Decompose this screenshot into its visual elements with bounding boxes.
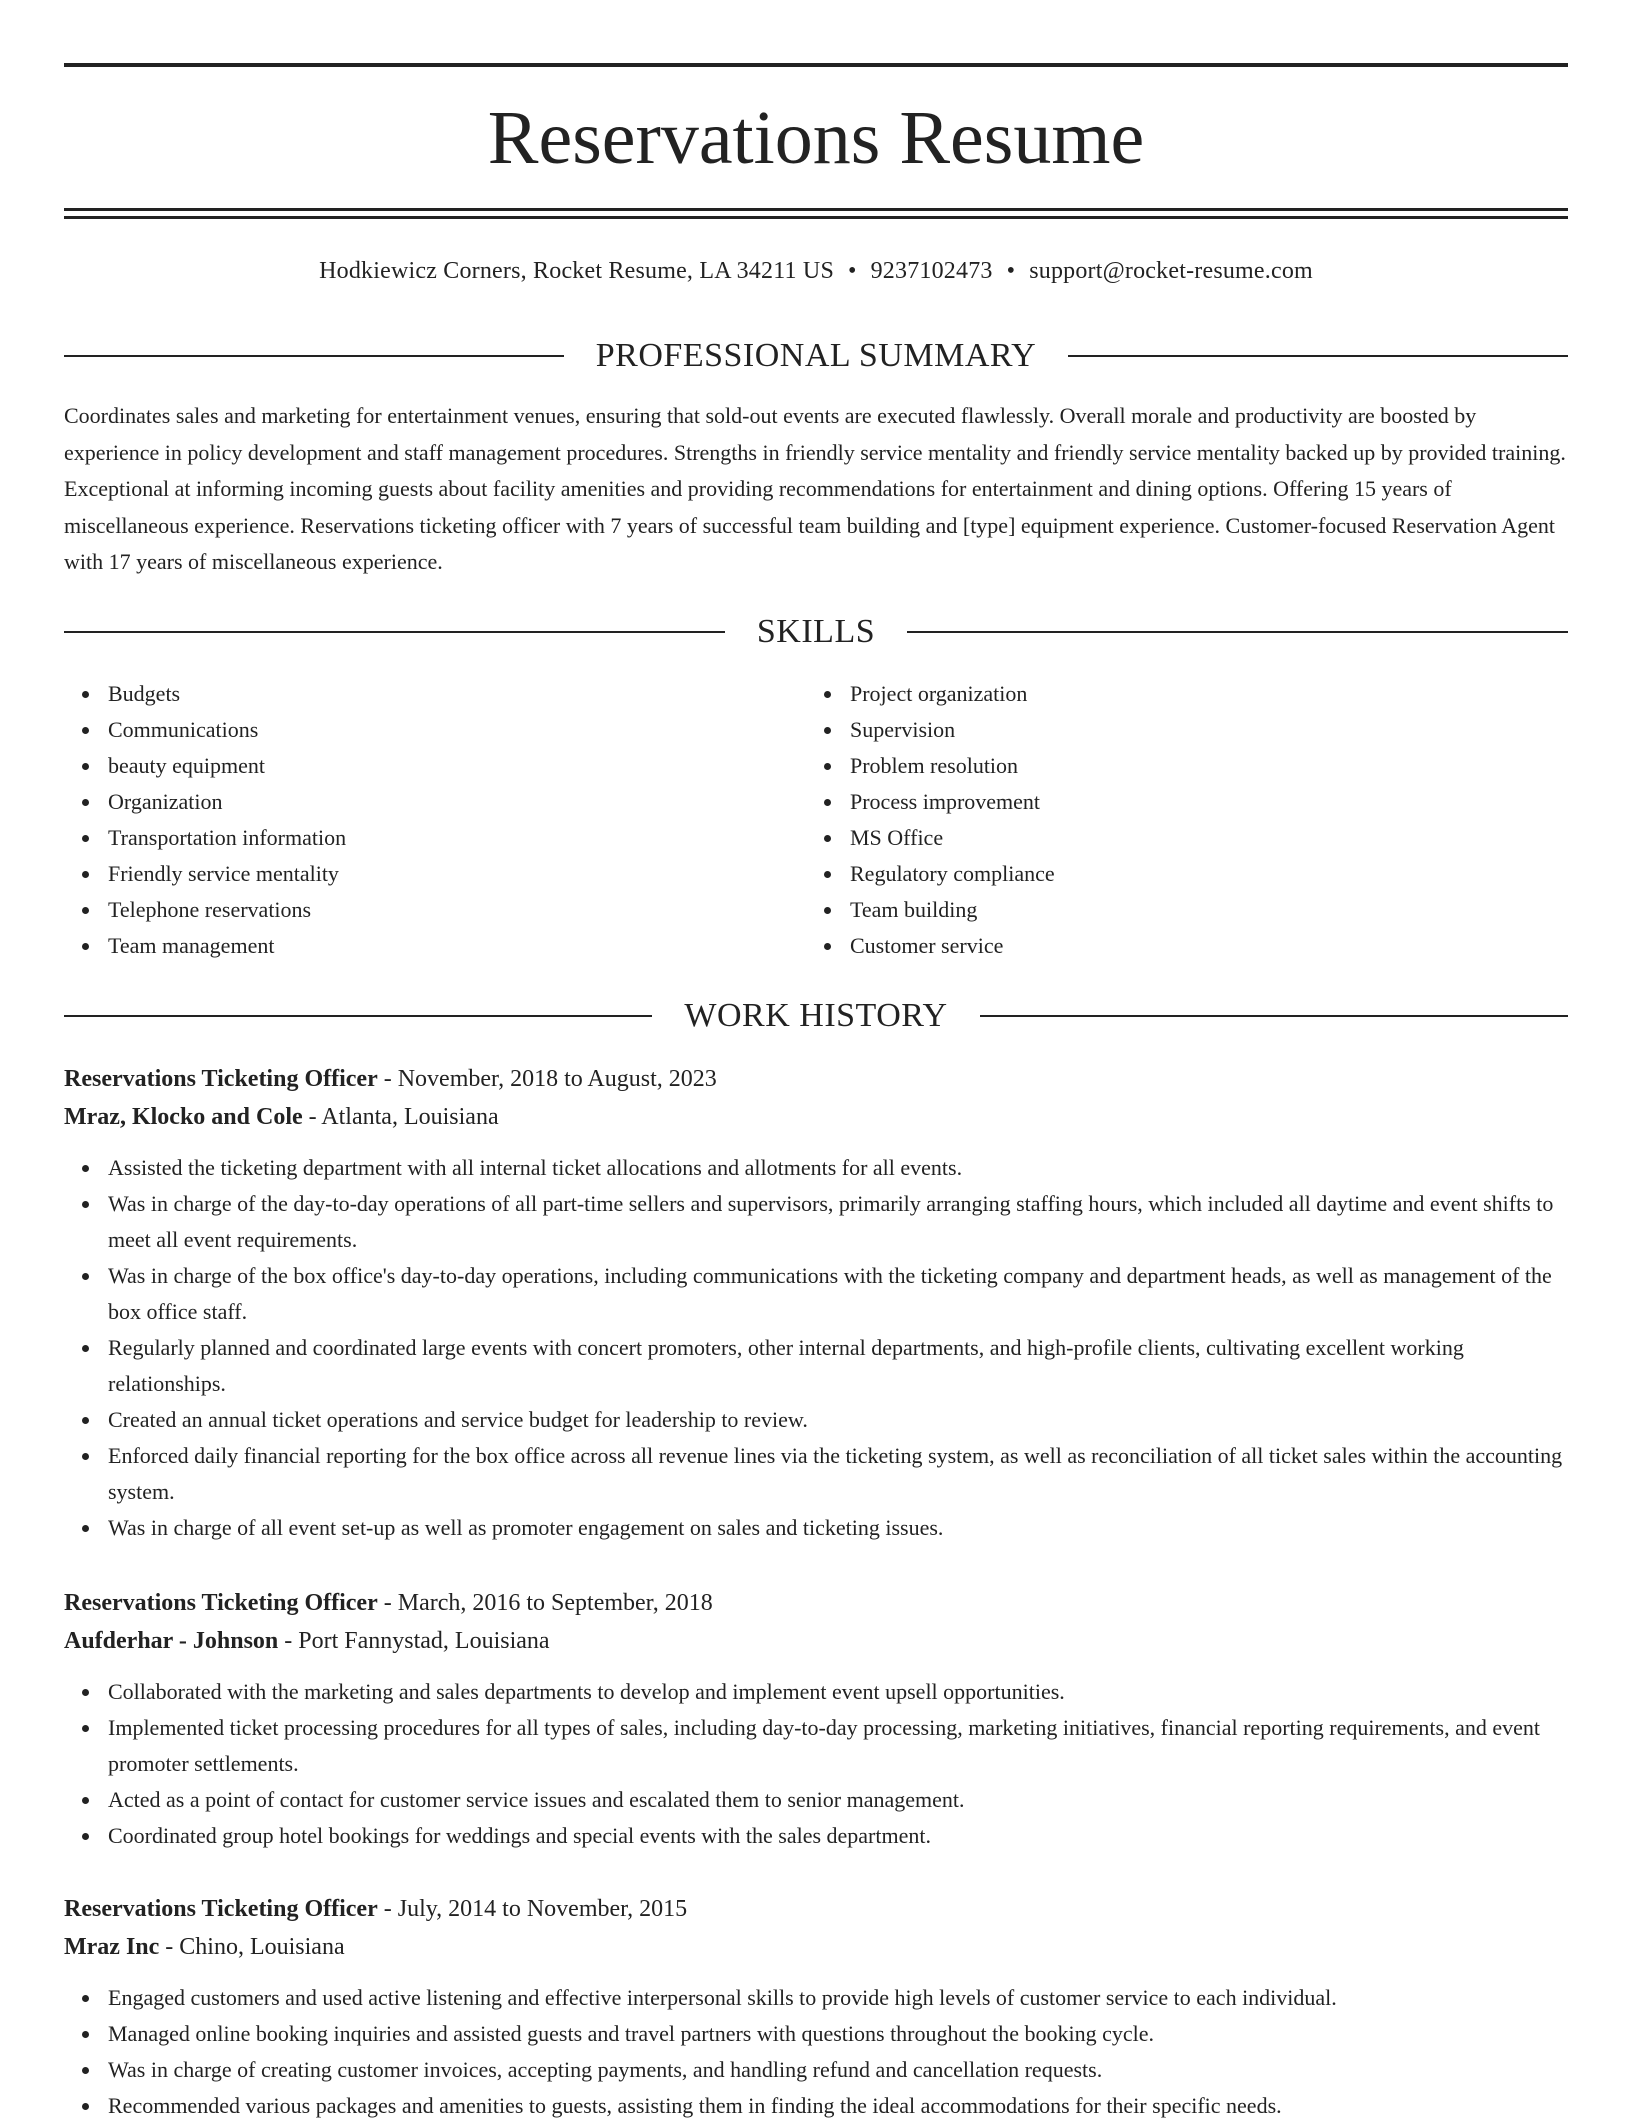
summary-heading	[64, 336, 1568, 376]
skill-item: Supervision	[850, 712, 1548, 748]
job-company: Mraz, Klocko and Cole	[64, 1104, 303, 1130]
contact-line	[64, 254, 1568, 288]
skill-item: Team building	[850, 892, 1548, 928]
title-rule-upper	[64, 208, 1568, 211]
job-dates: - March, 2016 to September, 2018	[377, 1590, 713, 1616]
heading-rule	[1068, 355, 1568, 357]
job-title-line	[64, 1890, 1568, 1928]
job-title-line	[64, 1584, 1568, 1622]
summary-text: Coordinates sales and marketing for entertainment venues, ensuring that sold-out events are executed flawlessly. Overall morale and productivity are boosted by experience in policy development and staff management procedures. Strengths in friendly service mentality and friendly service mentality backed up by provided training. Exceptional at informing incoming guests about facility amenities and providing recommendations for entertainment and dining options. Offering 15 years of miscellaneous experience. Reservations ticketing officer with 7 years of successful team building and [type] equipment experience. Customer-focused Reservation Agent with 17 years of miscellaneous experience.	[64, 403, 1566, 574]
job-dates: - July, 2014 to November, 2015	[377, 1896, 688, 1922]
job-company: Aufderhar - Johnson	[64, 1628, 279, 1654]
work-history-heading-label: WORK HISTORY	[684, 997, 948, 1034]
job-bullet: Was in charge of the box office's day-to-day operations, including communications with the ticketing company and department heads, as well as management of the box office staff.	[108, 1258, 1568, 1330]
job-title: Reservations Ticketing Officer	[64, 1066, 378, 1092]
job-location: - Atlanta, Louisiana	[302, 1104, 499, 1130]
job-bullet: Managed online booking inquiries and assisted guests and travel partners with questions throughout the booking cycle.	[108, 2016, 1568, 2052]
heading-rule	[64, 631, 725, 633]
contact-email: support@rocket-resume.com	[1029, 258, 1313, 284]
job-company: Mraz Inc	[64, 1934, 160, 1960]
heading-rule	[907, 631, 1568, 633]
job-bullet: Assisted the ticketing department with all internal ticket allocations and allotments for all events.	[108, 1150, 1568, 1186]
skill-item: Team management	[108, 928, 806, 964]
skill-item: Organization	[108, 784, 806, 820]
skill-item: Regulatory compliance	[850, 856, 1548, 892]
skills-column-left	[64, 676, 806, 964]
contact-separator: •	[848, 258, 857, 284]
job-bullet: Coordinated group hotel bookings for weddings and special events with the sales department.	[108, 1818, 1568, 1854]
skill-item: Budgets	[108, 676, 806, 712]
job-bullet: Was in charge of all event set-up as well as promoter engagement on sales and ticketing issues.	[108, 1510, 1568, 1546]
contact-address: Hodkiewicz Corners, Rocket Resume, LA 34211 US	[319, 258, 834, 284]
skill-item: Telephone reservations	[108, 892, 806, 928]
job-company-line	[64, 1928, 1568, 1966]
heading-rule	[64, 1015, 652, 1017]
job-bullet: Implemented ticket processing procedures for all types of sales, including day-to-day processing, marketing initiatives, financial reporting requirements, and event promoter settlements.	[108, 1710, 1568, 1782]
skill-item: Transportation information	[108, 820, 806, 856]
skill-item: Communications	[108, 712, 806, 748]
job-title: Reservations Ticketing Officer	[64, 1896, 378, 1922]
job-company-line	[64, 1622, 1568, 1660]
skills-heading-label: SKILLS	[756, 613, 876, 650]
job-bullet: Regularly planned and coordinated large events with concert promoters, other internal departments, and high-profile clients, cultivating excellent working relationships.	[108, 1330, 1568, 1402]
job-bullet: Was in charge of creating customer invoices, accepting payments, and handling refund and cancellation requests.	[108, 2052, 1568, 2088]
skills-list	[64, 676, 1568, 964]
job-location: - Chino, Louisiana	[159, 1934, 345, 1960]
skill-item: MS Office	[850, 820, 1548, 856]
work-history-heading	[64, 996, 1568, 1036]
job-bullet: Engaged customers and used active listening and effective interpersonal skills to provide high levels of customer service to each individual.	[108, 1980, 1568, 2016]
contact-separator: •	[1006, 258, 1016, 284]
job-bullets	[64, 1980, 1568, 2124]
job-bullets	[64, 1674, 1568, 1854]
top-rule	[64, 63, 1568, 67]
job-bullets	[64, 1150, 1568, 1546]
resume-title: Reservations Resume	[487, 96, 1145, 180]
job-bullet: Acted as a point of contact for customer service issues and escalated them to senior management.	[108, 1782, 1568, 1818]
job-entry	[64, 1060, 1568, 1546]
job-entry	[64, 1584, 1568, 1854]
job-bullet: Was in charge of the day-to-day operations of all part-time sellers and supervisors, primarily arranging staffing hours, which included all daytime and event shifts to meet all event requirements.	[108, 1186, 1568, 1258]
heading-rule	[980, 1015, 1568, 1017]
job-bullet: Recommended various packages and amenities to guests, assisting them in finding the ideal accommodations for their specific needs.	[108, 2088, 1568, 2124]
job-title: Reservations Ticketing Officer	[64, 1590, 378, 1616]
job-dates: - November, 2018 to August, 2023	[377, 1066, 717, 1092]
skills-heading	[64, 612, 1568, 652]
skill-item: Process improvement	[850, 784, 1548, 820]
summary-heading-label: PROFESSIONAL SUMMARY	[595, 337, 1037, 374]
job-title-line	[64, 1060, 1568, 1098]
job-bullet: Enforced daily financial reporting for the box office across all revenue lines via the ticketing system, as well as reconciliation of all ticket sales within the accounting system.	[108, 1438, 1568, 1510]
job-entry	[64, 1890, 1568, 2124]
skills-column-right	[806, 676, 1548, 964]
job-company-line	[64, 1098, 1568, 1136]
skill-item: beauty equipment	[108, 748, 806, 784]
job-bullet: Collaborated with the marketing and sales departments to develop and implement event upsell opportunities.	[108, 1674, 1568, 1710]
heading-rule	[64, 355, 564, 357]
skill-item: Customer service	[850, 928, 1548, 964]
job-location: - Port Fannystad, Louisiana	[278, 1628, 550, 1654]
title-rule-lower	[64, 216, 1568, 219]
skill-item: Friendly service mentality	[108, 856, 806, 892]
job-bullet: Created an annual ticket operations and service budget for leadership to review.	[108, 1402, 1568, 1438]
contact-phone: 9237102473	[870, 258, 993, 284]
skill-item: Project organization	[850, 676, 1548, 712]
skill-item: Problem resolution	[850, 748, 1548, 784]
